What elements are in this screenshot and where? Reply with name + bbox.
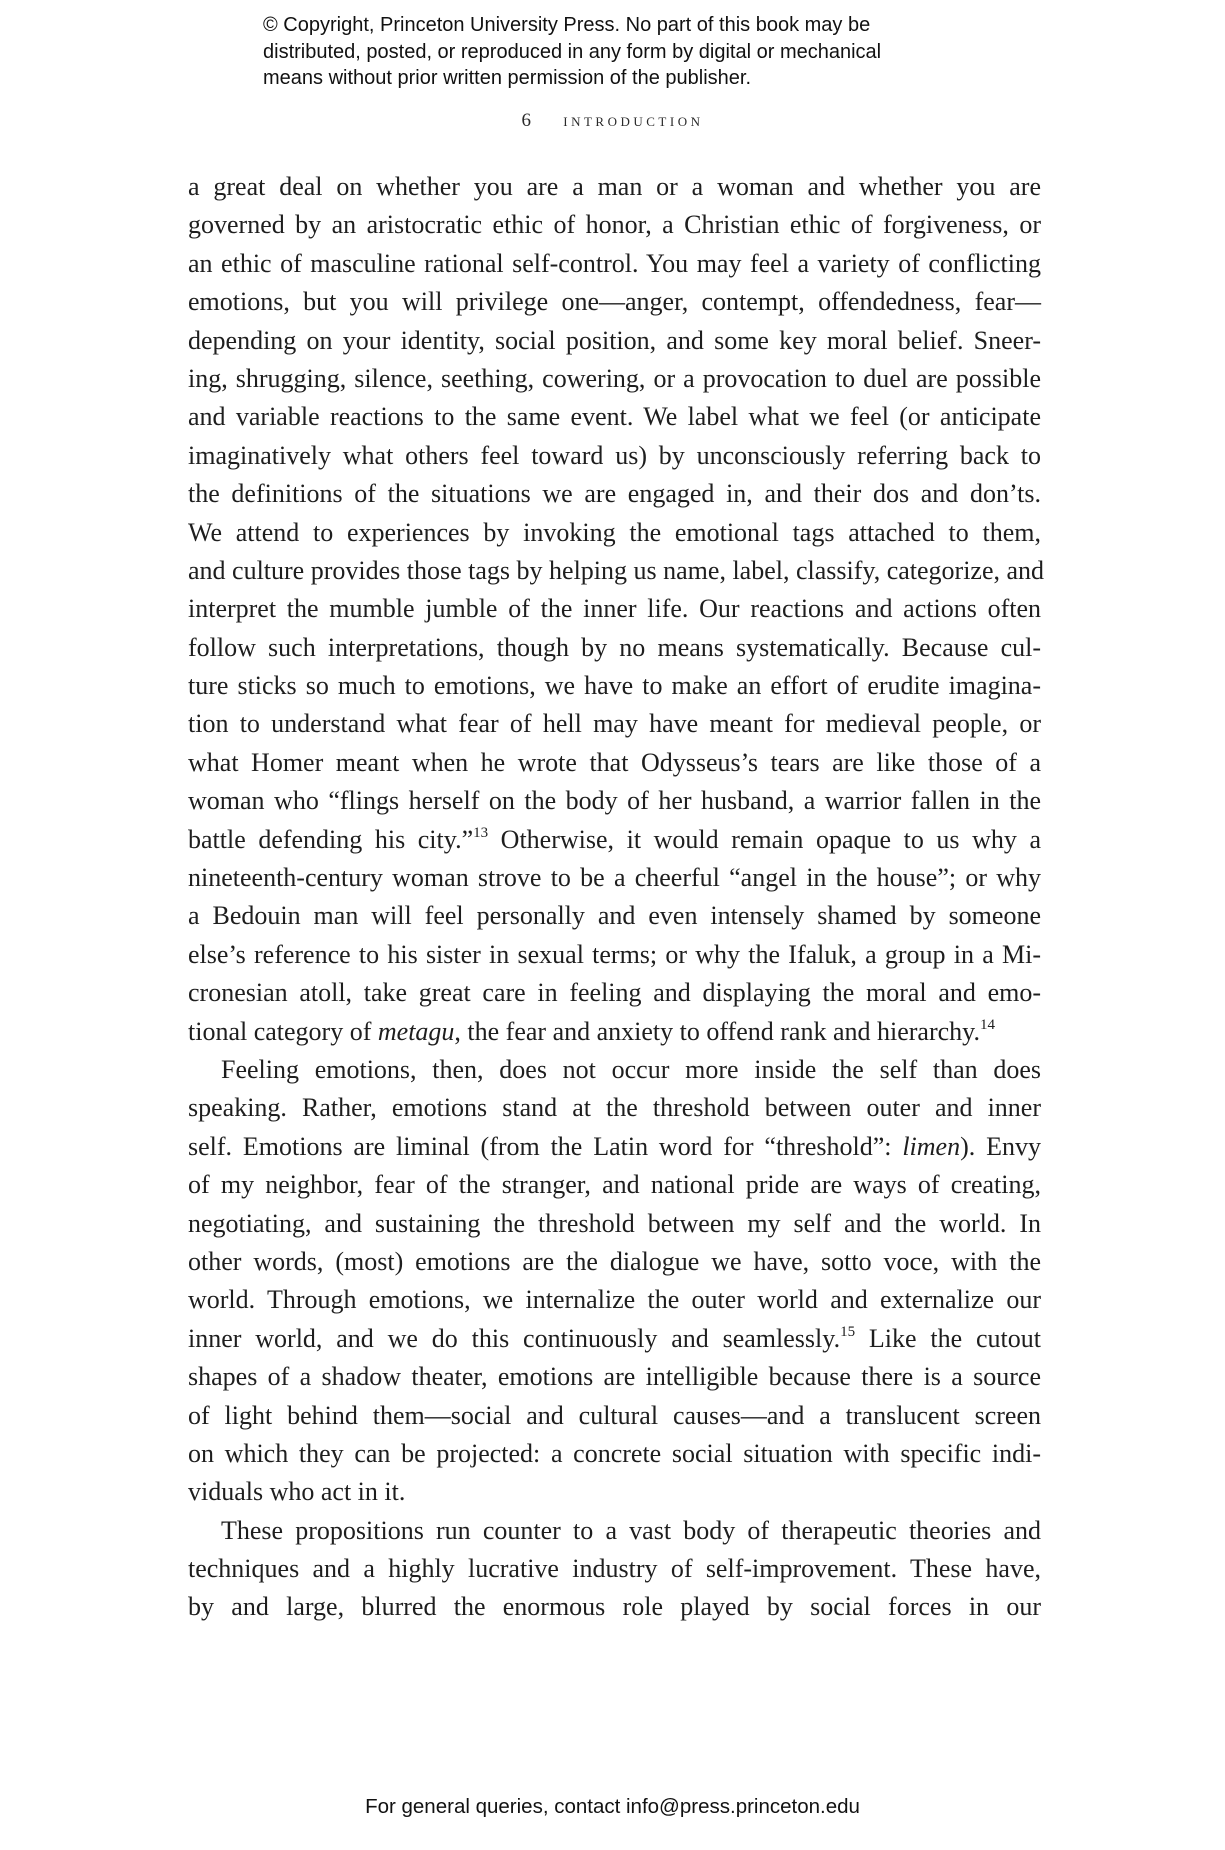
text-line: We attend to experiences by invoking the emotional tags attached to them,: [188, 517, 1041, 547]
italic-term: limen: [902, 1131, 961, 1161]
text-line: tion to understand what fear of hell may have meant for medieval people, or: [188, 709, 1041, 739]
text-span: Otherwise, it would remain opaque to us why a: [488, 824, 1041, 854]
text-line: [188, 1013, 1041, 1051]
italic-term: metagu: [377, 1016, 455, 1046]
text-line: [188, 1128, 1041, 1166]
text-line: and culture provides those tags by helping us name, label, classify, categorize, and: [188, 555, 1045, 585]
text-line: techniques and a highly lucrative industry of self-improvement. These have,: [188, 1554, 1041, 1584]
text-line: ture sticks so much to emotions, we have to make an effort of erudite imagina-: [188, 671, 1041, 701]
text-line: what Homer meant when he wrote that Odysseus’s tears are like those of a: [188, 747, 1041, 777]
text-line: on which they can be projected: a concrete social situation with specific indi-: [188, 1438, 1041, 1468]
copyright-line: distributed, posted, or reproduced in any form by digital or mechanical: [263, 40, 882, 63]
text-line: depending on your identity, social position, and some key moral belief. Sneer-: [188, 325, 1041, 355]
text-span: self. Emotions are liminal (from the Latin word for “threshold”:: [188, 1131, 903, 1161]
page-number: 6: [521, 110, 532, 131]
section-title: introduction: [563, 110, 704, 131]
text-span: ). Envy: [960, 1131, 1041, 1161]
text-line: else’s reference to his sister in sexual terms; or why the Ifaluk, a group in a Mi-: [188, 939, 1041, 969]
text-line: woman who “flings herself on the body of her husband, a warrior fallen in the: [188, 786, 1041, 816]
copyright-notice: [263, 12, 1023, 92]
text-span: inner world, and we do this continuously and seamlessly.: [188, 1323, 841, 1353]
copyright-line: © Copyright, Princeton University Press. No part of this book may be: [263, 14, 871, 36]
footnote-ref-15[interactable]: 15: [840, 1323, 856, 1340]
text-span: , the fear and anxiety to offend rank and hierarchy.: [454, 1016, 980, 1046]
running-head: [0, 110, 1225, 132]
text-line: viduals who act in it.: [188, 1477, 406, 1507]
text-line: a Bedouin man will feel personally and even intensely shamed by someone: [188, 901, 1041, 931]
text-line: nineteenth-century woman strove to be a cheerful “angel in the house”; or why: [188, 863, 1041, 893]
text-line: follow such interpretations, though by no means systematically. Because cul-: [188, 632, 1041, 662]
body-text: [188, 168, 1045, 1627]
text-line: world. Through emotions, we internalize the outer world and externalize our: [188, 1285, 1041, 1315]
text-line: negotiating, and sustaining the threshold between my self and the world. In: [188, 1208, 1041, 1238]
text-span: battle defending his city.”: [188, 824, 474, 854]
footnote-ref-13[interactable]: 13: [473, 824, 489, 841]
text-line: cronesian atoll, take great care in feeling and displaying the moral and emo-: [188, 978, 1041, 1008]
copyright-line: means without prior written permission of the publisher.: [263, 67, 752, 89]
text-line: emotions, but you will privilege one—anger, contempt, offendedness, fear—: [188, 287, 1041, 317]
text-line: of my neighbor, fear of the stranger, and national pride are ways of creating,: [188, 1170, 1041, 1200]
text-line: speaking. Rather, emotions stand at the threshold between outer and inner: [188, 1093, 1041, 1123]
text-line: imaginatively what others feel toward us) by unconsciously referring back to: [188, 440, 1041, 470]
text-span: tional category of: [188, 1016, 378, 1046]
text-line: by and large, blurred the enormous role played by social forces in our: [188, 1592, 1041, 1622]
text-line: ing, shrugging, silence, seething, cowering, or a provocation to duel are possible: [188, 363, 1041, 393]
footnote-ref-14[interactable]: 14: [979, 1016, 995, 1033]
text-line: [188, 1320, 1041, 1358]
text-line: [188, 821, 1041, 859]
text-line: and variable reactions to the same event. We label what we feel (or anticipate: [188, 402, 1041, 432]
text-line: a great deal on whether you are a man or a woman and whether you are: [188, 172, 1041, 201]
text-line: governed by an aristocratic ethic of honor, a Christian ethic of forgiveness, or: [188, 210, 1041, 240]
text-line: Feeling emotions, then, does not occur more inside the self than does: [221, 1054, 1041, 1084]
text-line: an ethic of masculine rational self-control. You may feel a variety of conflicting: [188, 248, 1041, 278]
text-line: interpret the mumble jumble of the inner life. Our reactions and actions often: [188, 594, 1041, 624]
text-line: of light behind them—social and cultural causes—and a translucent screen: [188, 1400, 1041, 1430]
text-line: the definitions of the situations we are engaged in, and their dos and don’ts.: [188, 479, 1041, 509]
text-line: shapes of a shadow theater, emotions are intelligible because there is a source: [188, 1362, 1041, 1392]
text-line: These propositions run counter to a vast body of therapeutic theories and: [221, 1515, 1041, 1545]
text-line: other words, (most) emotions are the dialogue we have, sotto voce, with the: [188, 1246, 1041, 1276]
text-span: Like the cutout: [855, 1323, 1042, 1353]
footer-contact: For general queries, contact info@press.princeton.edu: [365, 1795, 860, 1818]
